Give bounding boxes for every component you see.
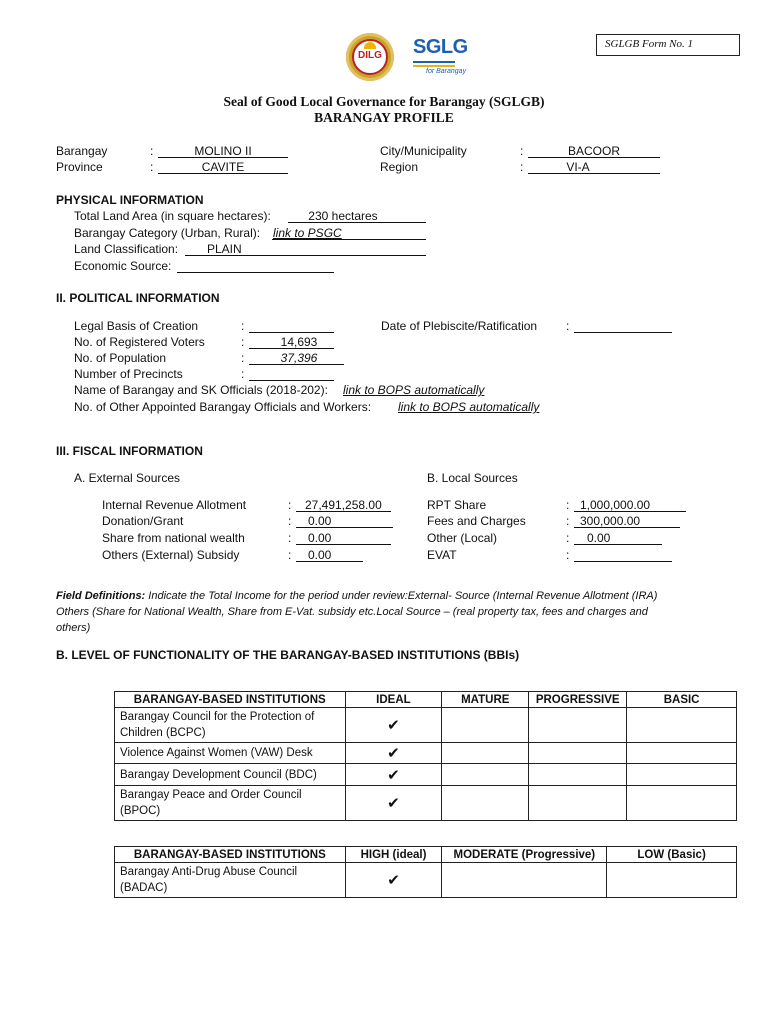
empty-cell — [529, 786, 627, 821]
national-wealth-colon: : — [288, 531, 292, 545]
fees-charges-value: 300,000.00 — [580, 514, 641, 528]
table-row — [115, 743, 737, 764]
empty-cell — [627, 708, 737, 743]
national-wealth-value: 0.00 — [308, 531, 332, 545]
province-label: Province — [56, 160, 103, 174]
empty-cell — [627, 743, 737, 764]
officials-label: Name of Barangay and SK Officials (2018-202): — [74, 383, 328, 397]
ira-label: Internal Revenue Allotment — [102, 498, 247, 512]
col-header-basic: BASIC — [627, 692, 737, 708]
other-local-value: 0.00 — [587, 531, 611, 545]
dilg-seal-logo — [346, 33, 394, 81]
ira-colon: : — [288, 498, 292, 512]
donation-label: Donation/Grant — [102, 514, 184, 528]
col-header-institutions: BARANGAY-BASED INSTITUTIONS — [115, 692, 346, 708]
rpt-share-colon: : — [566, 498, 570, 512]
precincts-colon: : — [241, 367, 245, 381]
barangay-category-label: Barangay Category (Urban, Rural): — [74, 226, 261, 240]
institution-name: Barangay Council for the Protection of Children (BCPC) — [115, 708, 346, 743]
institution-name: Barangay Peace and Order Council (BPOC) — [115, 786, 346, 821]
land-area-label: Total Land Area (in square hectares): — [74, 209, 271, 223]
legal-basis-label: Legal Basis of Creation — [74, 319, 199, 333]
table-header-row — [115, 847, 737, 863]
population-colon: : — [241, 351, 245, 365]
city-label: City/Municipality — [380, 144, 467, 158]
institution-name: Violence Against Women (VAW) Desk — [115, 743, 346, 764]
region-value: VI-A — [566, 160, 590, 174]
fees-charges-label: Fees and Charges — [427, 514, 526, 528]
officials-link[interactable]: link to BOPS automatically — [343, 383, 485, 397]
empty-cell — [442, 708, 529, 743]
document-subtitle: BARANGAY PROFILE — [314, 110, 454, 125]
form-number: SGLGB Form No. 1 — [605, 38, 694, 50]
others-subsidy-value: 0.00 — [308, 548, 332, 562]
city-colon: : — [520, 144, 524, 158]
empty-cell — [442, 786, 529, 821]
col-header-low: LOW (Basic) — [607, 847, 737, 863]
others-subsidy-colon: : — [288, 548, 292, 562]
document-title: Seal of Good Local Governance for Barangay (SGLGB) — [223, 94, 545, 109]
donation-value: 0.00 — [308, 514, 332, 528]
field-definitions-line3: others) — [56, 622, 91, 634]
col-header-moderate: MODERATE (Progressive) — [442, 847, 607, 863]
field-definitions-label: Field Definitions: — [56, 590, 146, 602]
appointed-officials-label: No. of Other Appointed Barangay Officials and Workers: — [74, 400, 372, 414]
empty-cell — [442, 743, 529, 764]
fees-charges-colon: : — [566, 514, 570, 528]
land-classification-value: PLAIN — [207, 242, 242, 256]
check-mark: ✔ — [345, 764, 442, 786]
field-definitions-line1 — [56, 590, 657, 602]
empty-cell — [627, 764, 737, 786]
other-local-colon: : — [566, 531, 570, 545]
col-header-high: HIGH (ideal) — [345, 847, 442, 863]
col-header-progressive: PROGRESSIVE — [529, 692, 627, 708]
appointed-officials-link[interactable]: link to BOPS automatically — [398, 400, 540, 414]
others-subsidy-label: Others (External) Subsidy — [102, 548, 240, 562]
province-colon: : — [150, 160, 154, 174]
fiscal-info-heading: III. FISCAL INFORMATION — [56, 444, 203, 458]
external-sources-heading: A. External Sources — [74, 471, 181, 485]
precincts-label: Number of Precincts — [74, 367, 183, 381]
empty-cell — [442, 764, 529, 786]
barangay-colon: : — [150, 144, 154, 158]
barangay-category-link[interactable]: link to PSGC — [273, 226, 342, 240]
empty-cell — [529, 708, 627, 743]
region-colon: : — [520, 160, 524, 174]
table-header-row — [115, 692, 737, 708]
check-mark: ✔ — [345, 708, 442, 743]
national-wealth-label: Share from national wealth — [102, 531, 245, 545]
col-header-ideal: IDEAL — [345, 692, 442, 708]
empty-cell — [627, 786, 737, 821]
plebiscite-colon: : — [566, 319, 570, 333]
bbi-heading: B. LEVEL OF FUNCTIONALITY OF THE BARANGAY-BASED INSTITUTIONS (BBIs) — [56, 648, 520, 662]
population-label: No. of Population — [74, 351, 167, 365]
rpt-share-label: RPT Share — [427, 498, 487, 512]
badac-functionality-table — [114, 846, 737, 898]
rpt-share-value: 1,000,000.00 — [580, 498, 651, 512]
empty-cell — [607, 863, 737, 898]
local-sources-heading: B. Local Sources — [427, 471, 518, 485]
barangay-label: Barangay — [56, 144, 108, 158]
evat-label: EVAT — [427, 548, 457, 562]
economic-source-label: Economic Source: — [74, 259, 172, 273]
table-row — [115, 708, 737, 743]
ira-value: 27,491,258.00 — [305, 498, 382, 512]
registered-voters-colon: : — [241, 335, 245, 349]
empty-cell — [529, 764, 627, 786]
registered-voters-label: No. of Registered Voters — [74, 335, 205, 349]
check-mark: ✔ — [345, 863, 442, 898]
region-label: Region — [380, 160, 419, 174]
land-area-value: 230 hectares — [308, 209, 378, 223]
land-classification-label: Land Classification: — [74, 242, 179, 256]
dilg-logo-text: DILG — [358, 50, 382, 61]
city-value: BACOOR — [567, 144, 620, 158]
check-mark: ✔ — [345, 743, 442, 764]
table-row — [115, 786, 737, 821]
registered-voters-value: 14,693 — [280, 335, 318, 349]
institution-name: Barangay Anti-Drug Abuse Council (BADAC) — [115, 863, 346, 898]
institution-name: Barangay Development Council (BDC) — [115, 764, 346, 786]
evat-colon: : — [566, 548, 570, 562]
table-row — [115, 764, 737, 786]
political-info-heading: II. POLITICAL INFORMATION — [56, 291, 220, 305]
empty-cell — [442, 863, 607, 898]
province-value: CAVITE — [201, 160, 245, 174]
col-header-institutions: BARANGAY-BASED INSTITUTIONS — [115, 847, 346, 863]
plebiscite-label: Date of Plebiscite/Ratification — [381, 319, 538, 333]
field-definitions-line2: Others (Share for National Wealth, Share from E-Vat. subsidy etc.Local Source – (real property tax, fees and charges and — [56, 606, 648, 618]
sglg-logo-text: SGLG — [413, 36, 468, 58]
other-local-label: Other (Local) — [427, 531, 498, 545]
legal-basis-colon: : — [241, 319, 245, 333]
barangay-value: MOLINO II — [194, 144, 252, 158]
donation-colon: : — [288, 514, 292, 528]
form-number-box — [596, 34, 740, 56]
field-definitions-text1: Indicate the Total Income for the period under review:External- Source (Internal Revenue Allotment (IRA) — [145, 590, 658, 602]
population-value: 37,396 — [280, 351, 318, 365]
bbi-functionality-table — [114, 691, 737, 821]
sglg-logo — [410, 36, 470, 80]
physical-info-heading: PHYSICAL INFORMATION — [56, 193, 204, 207]
empty-cell — [529, 743, 627, 764]
check-mark: ✔ — [345, 786, 442, 821]
col-header-mature: MATURE — [442, 692, 529, 708]
table-row — [115, 863, 737, 898]
sglg-logo-subtext: for Barangay — [426, 68, 467, 75]
